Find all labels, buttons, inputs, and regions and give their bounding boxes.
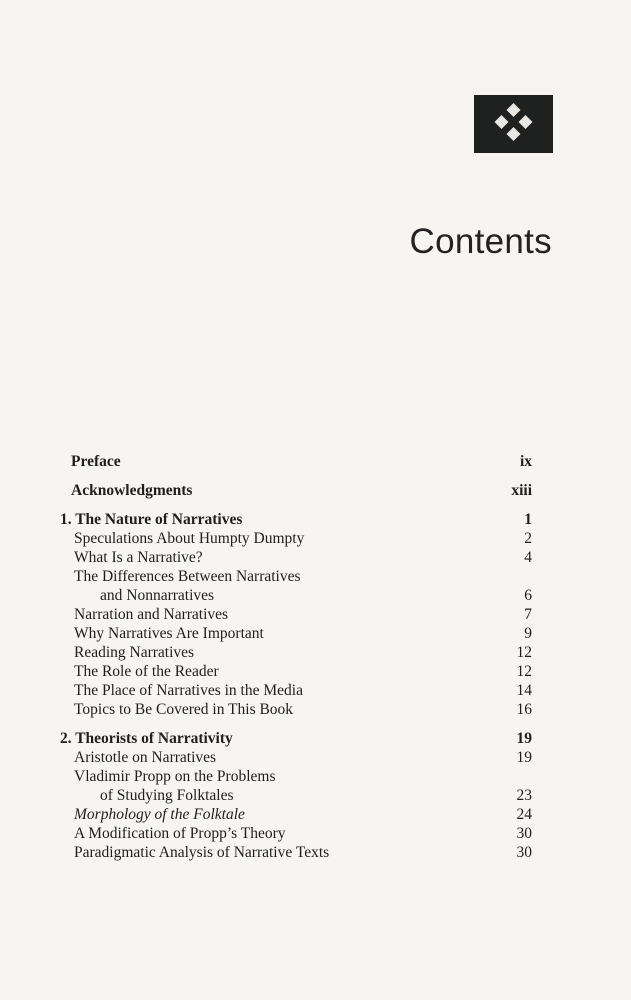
four-diamonds-ornament-icon <box>474 95 553 153</box>
toc-entry-text: Aristotle on Narratives <box>74 749 217 766</box>
toc-page-number: 30 <box>516 825 532 842</box>
toc-section-entry <box>60 805 532 824</box>
toc-section-entry <box>60 567 532 586</box>
toc-page-number: 19 <box>516 730 532 747</box>
toc-page-number: 14 <box>516 682 532 699</box>
toc-page-number: 30 <box>516 844 532 861</box>
toc-section-entry <box>60 529 532 548</box>
toc-entry-text: 2. Theorists of Narrativity <box>60 730 233 747</box>
toc-entry-text: Acknowledgments <box>71 482 193 499</box>
page-title: Contents <box>409 222 552 261</box>
toc-chapter-entry <box>60 729 532 748</box>
toc-page-number: ix <box>519 453 532 470</box>
toc-section-entry <box>60 681 532 700</box>
toc-page-number: 23 <box>516 787 532 804</box>
toc-entry-text: Reading Narratives <box>74 644 195 661</box>
toc-section-entry <box>60 767 532 786</box>
toc-entry-text: The Place of Narratives in the Media <box>74 682 303 699</box>
toc-chapter-entry <box>60 510 532 529</box>
toc-page-number: 16 <box>516 701 532 718</box>
toc-front-matter-entry <box>60 481 532 500</box>
toc-page-number: 7 <box>524 606 532 623</box>
toc-entry-text: The Role of the Reader <box>74 663 219 680</box>
toc-entry-text: and Nonnarratives <box>100 587 215 604</box>
toc-section-entry <box>60 786 532 805</box>
toc-entry-text: Morphology of the Folktale <box>74 806 245 823</box>
table-of-contents <box>60 452 532 872</box>
toc-section-entry <box>60 824 532 843</box>
toc-section-entry <box>60 548 532 567</box>
toc-entry-text: What Is a Narrative? <box>74 549 203 566</box>
toc-page-number: 6 <box>524 587 532 604</box>
toc-entry-text: 1. The Nature of Narratives <box>60 511 243 528</box>
toc-entry-text: of Studying Folktales <box>100 787 234 804</box>
toc-entry-text: Paradigmatic Analysis of Narrative Texts <box>74 844 330 861</box>
toc-section-entry <box>60 662 532 681</box>
toc-page-number: 19 <box>516 749 532 766</box>
toc-entry-text: Narration and Narratives <box>74 606 229 623</box>
toc-section-entry <box>60 748 532 767</box>
toc-entry-text: Vladimir Propp on the Problems <box>74 768 276 785</box>
toc-page-number: 2 <box>524 530 532 547</box>
emblem <box>474 95 553 153</box>
toc-section-entry <box>60 605 532 624</box>
toc-page-number: 9 <box>524 625 532 642</box>
toc-page-number: 12 <box>516 663 532 680</box>
toc-section-entry <box>60 700 532 719</box>
toc-entry-text: Topics to Be Covered in This Book <box>74 701 294 718</box>
toc-entry-text: Why Narratives Are Important <box>74 625 264 642</box>
toc-page-number: 12 <box>516 644 532 661</box>
toc-page-number: 1 <box>524 511 532 528</box>
toc-front-matter-entry <box>60 452 532 471</box>
toc-entry-text: A Modification of Propp’s Theory <box>74 825 286 842</box>
toc-page-number: xiii <box>511 482 532 499</box>
toc-page-number: 4 <box>524 549 532 566</box>
toc-section-entry <box>60 586 532 605</box>
toc-section-entry <box>60 624 532 643</box>
toc-entry-text: Speculations About Humpty Dumpty <box>74 530 305 547</box>
toc-page-number: 24 <box>516 806 532 823</box>
toc-entry-text: Preface <box>71 453 121 470</box>
toc-entry-text: The Differences Between Narratives <box>74 568 301 585</box>
toc-section-entry <box>60 843 532 862</box>
toc-section-entry <box>60 643 532 662</box>
